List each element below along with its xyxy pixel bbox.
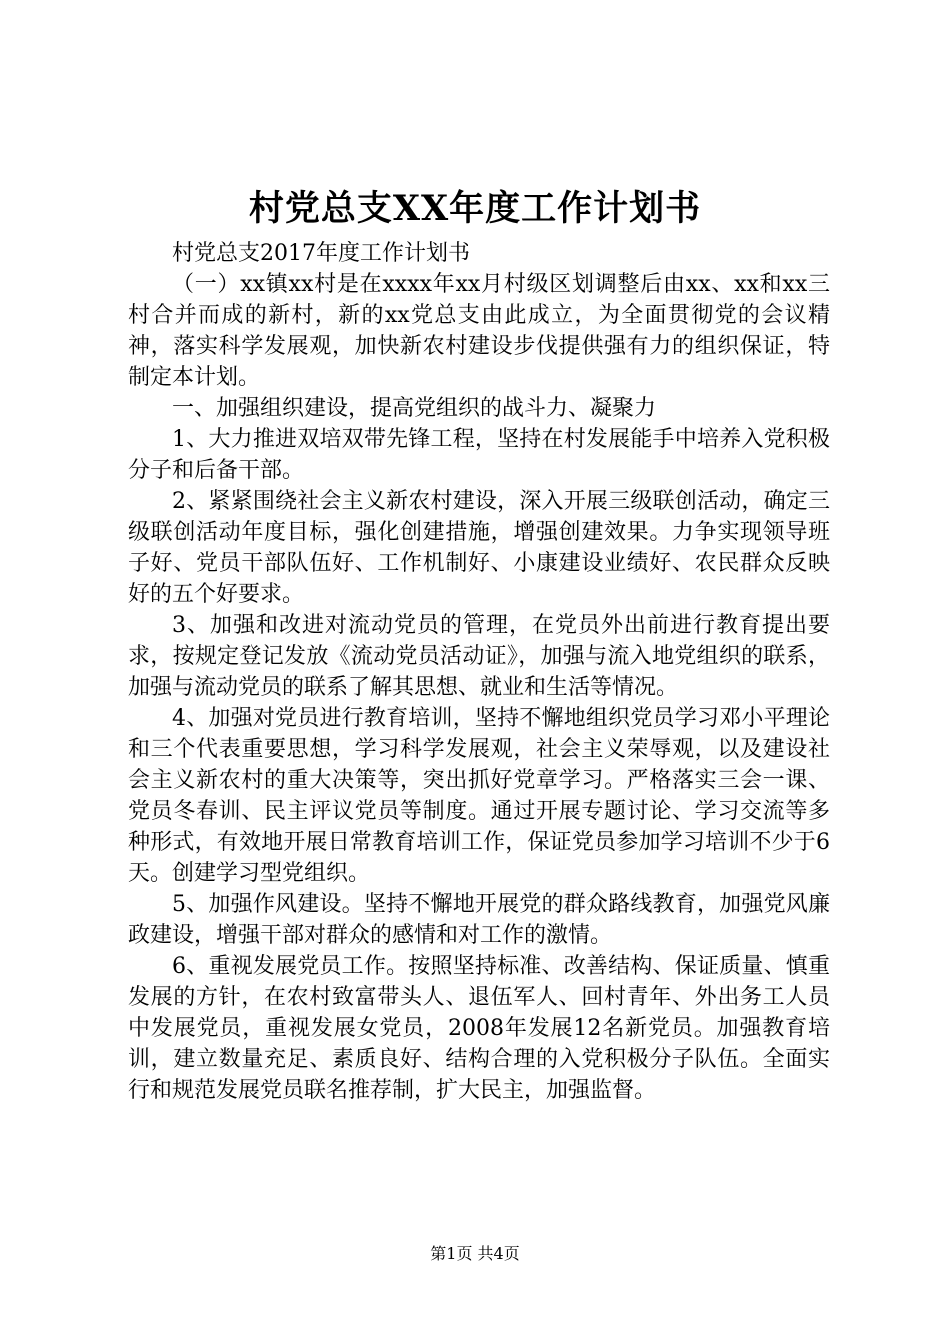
document-body bbox=[128, 238, 830, 1106]
document-subtitle: 村党总支2017年度工作计划书 bbox=[172, 241, 470, 266]
paragraph-item-1: 1、大力推进双培双带先锋工程，坚持在村发展能手中培养入党积极分子和后备干部。 bbox=[128, 427, 830, 483]
paragraph-item-5: 5、加强作风建设。坚持不懈地开展党的群众路线教育，加强党风廉政建设，增强干部对群众的感情和对工作的激情。 bbox=[128, 892, 830, 948]
paragraph-item-6: 6、重视发展党员工作。按照坚持标准、改善结构、保证质量、慎重发展的方针，在农村致富带头人、退伍军人、回村青年、外出务工人员中发展党员，重视发展女党员，2008年发展12名新党员。加强教育培训，建立数量充足、素质良好、结构合理的入党积极分子队伍。全面实行和规范发展党员联名推荐制，扩大民主，加强监督。 bbox=[128, 954, 830, 1103]
paragraph-item-3: 3、加强和改进对流动党员的管理，在党员外出前进行教育提出要求，按规定登记发放《流动党员活动证》，加强与流入地党组织的联系，加强与流动党员的联系了解其思想、就业和生活等情况。 bbox=[128, 613, 830, 700]
paragraph-intro: （一）xx镇xx村是在xxxx年xx月村级区划调整后由xx、xx和xx三村合并而成的新村，新的xx党总支由此成立，为全面贯彻党的会议精神，落实科学发展观，加快新农村建设步伐提供强有力的组织保证，特制定本计划。 bbox=[128, 272, 830, 390]
paragraph-item-4: 4、加强对党员进行教育培训，坚持不懈地组织党员学习邓小平理论和三个代表重要思想，学习科学发展观，社会主义荣辱观，以及建设社会主义新农村的重大决策等，突出抓好党章学习。严格落实三会一课、党员冬春训、民主评议党员等制度。通过开展专题讨论、学习交流等多种形式，有效地开展日常教育培训工作，保证党员参加学习培训不少于6天。创建学习型党组织。 bbox=[128, 706, 830, 886]
page-footer: 第1页 共4页 bbox=[430, 1244, 520, 1263]
section-heading-1: 一、加强组织建设，提高党组织的战斗力、凝聚力 bbox=[172, 396, 657, 421]
paragraph-item-2: 2、紧紧围绕社会主义新农村建设，深入开展三级联创活动，确定三级联创活动年度目标，强化创建措施，增强创建效果。力争实现领导班子好、党员干部队伍好、工作机制好、小康建设业绩好、农民群众反映好的五个好要求。 bbox=[128, 489, 830, 607]
document-title: 村党总支XX年度工作计划书 bbox=[248, 188, 702, 229]
